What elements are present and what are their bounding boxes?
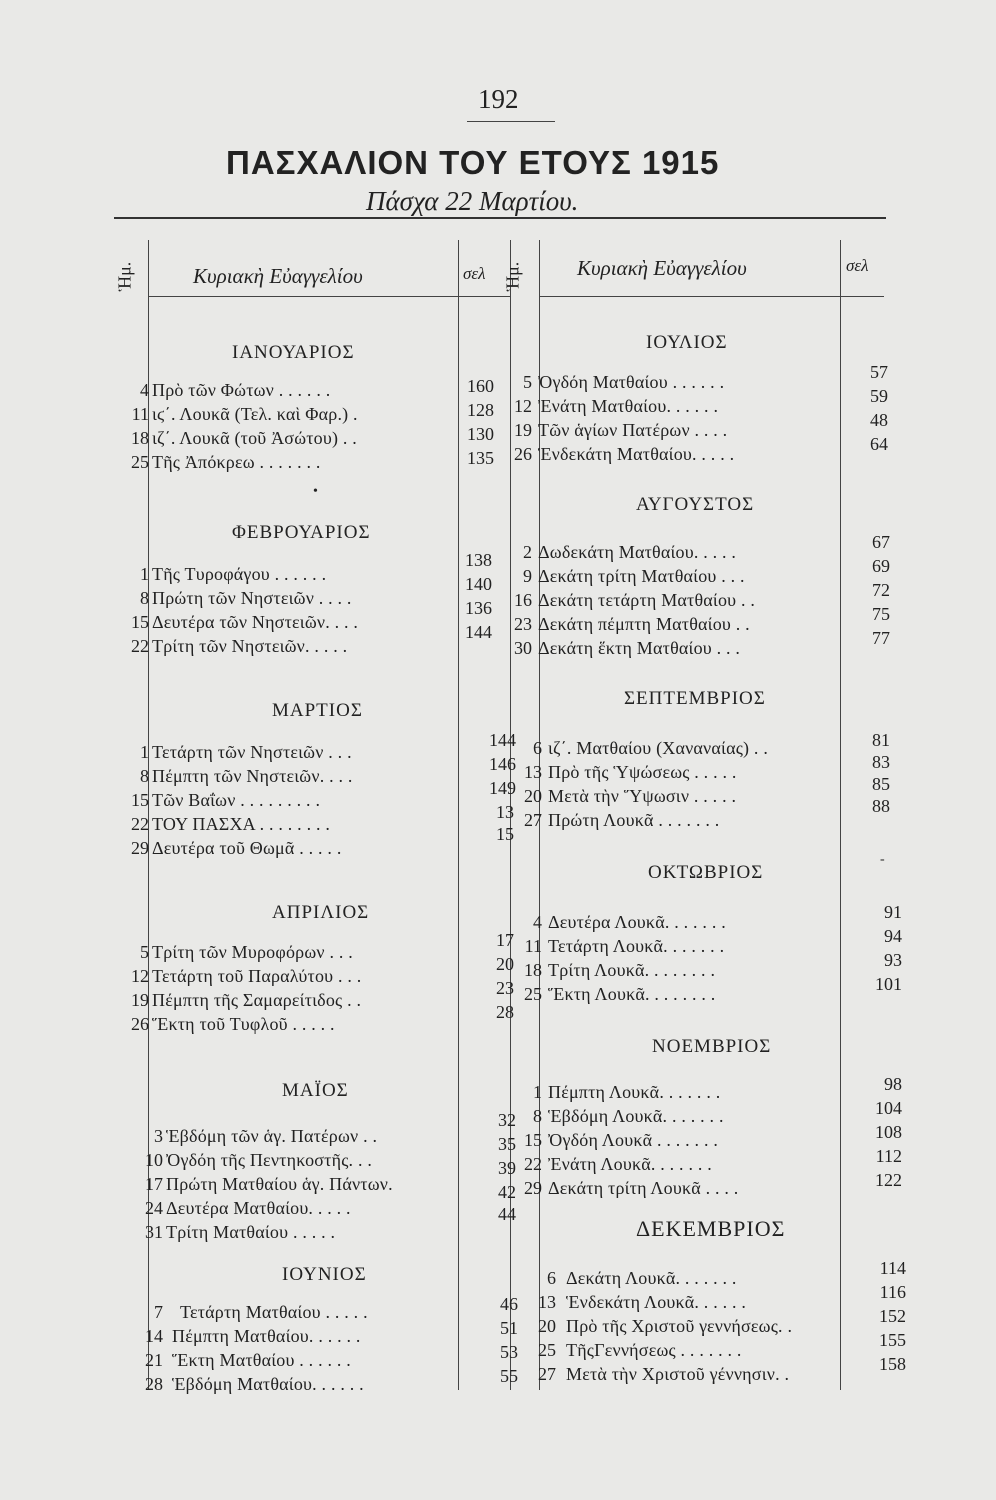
month-january: ΙΑΝΟΥΑΡΙΟΣ bbox=[232, 342, 355, 363]
gospel-label: Τρίτη τῶν Μυροφόρων . . . bbox=[152, 942, 353, 962]
page-number-underline bbox=[467, 121, 555, 122]
day-number: 31 bbox=[145, 1222, 163, 1242]
num-page: 75 bbox=[872, 604, 890, 624]
top-rule bbox=[114, 217, 886, 219]
header-page-right: σελ bbox=[846, 256, 869, 275]
month-december: ΔΕΚΕΜΒΡΙΟΣ bbox=[636, 1216, 786, 1241]
header-rule-right bbox=[539, 296, 884, 297]
day-number: 14 bbox=[145, 1326, 163, 1346]
header-day-right: Ἡμ. bbox=[502, 261, 523, 292]
dash-mark: - bbox=[880, 852, 885, 867]
day-number: 19 bbox=[131, 990, 149, 1010]
gospel-label: Δεκάτη ἕκτη Ματθαίου . . . bbox=[538, 638, 741, 658]
gospel-label: Τρίτη Λουκᾶ. . . . . . . . bbox=[548, 960, 716, 980]
gospel-label: Ἕκτη Λουκᾶ. . . . . . . . bbox=[548, 984, 716, 1004]
num-page: 149 bbox=[489, 778, 516, 798]
day-number: 29 bbox=[131, 838, 149, 858]
gospel-label: Ἕκτη τοῦ Τυφλοῦ . . . . . bbox=[152, 1014, 335, 1034]
num-page: 67 bbox=[872, 532, 890, 552]
day-number: 20 bbox=[524, 786, 542, 806]
gospel-label: ιζ΄. Ματθαίου (Χαναναίας) . . bbox=[548, 738, 769, 758]
day-number: 27 bbox=[538, 1364, 556, 1384]
day-number: 11 bbox=[524, 936, 542, 956]
header-gospel-left: Κυριακὴ Εὐαγγελίου bbox=[193, 264, 363, 288]
month-june: ΙΟΥΝΙΟΣ bbox=[282, 1264, 367, 1285]
num-page: 98 bbox=[884, 1074, 902, 1094]
gospel-label: Μετὰ τὴν Χριστοῦ γέννησιν. . bbox=[566, 1364, 790, 1384]
day-number: 1 bbox=[140, 742, 149, 762]
num-page: 28 bbox=[496, 1002, 514, 1022]
num-page: 158 bbox=[879, 1354, 906, 1374]
day-number: 4 bbox=[140, 380, 149, 400]
day-number: 21 bbox=[145, 1350, 163, 1370]
rule-right-page bbox=[840, 240, 841, 1390]
gospel-label: Πρὸ τῆς Χριστοῦ γεννήσεως. . bbox=[566, 1316, 793, 1336]
day-number: 22 bbox=[131, 814, 149, 834]
num-page: 85 bbox=[872, 774, 890, 794]
gospel-label: Δεκάτη τρίτη Ματθαίου . . . bbox=[538, 566, 745, 586]
day-number: 29 bbox=[524, 1178, 542, 1198]
gospel-label: Δευτέρα Ματθαίου. . . . . bbox=[166, 1198, 351, 1218]
num-page: 23 bbox=[496, 978, 514, 998]
gospel-label: ιϛ΄. Λουκᾶ (Τελ. καὶ Φαρ.) . bbox=[152, 404, 358, 424]
day-number: 22 bbox=[131, 636, 149, 656]
day-number: 15 bbox=[131, 790, 149, 810]
gospel-label: Πρὸ τῶν Φώτων . . . . . . bbox=[152, 380, 331, 400]
day-number: 25 bbox=[524, 984, 542, 1004]
day-number: 1 bbox=[140, 564, 149, 584]
day-number: 12 bbox=[514, 396, 532, 416]
day-number: 30 bbox=[514, 638, 532, 658]
page-title: ΠΑΣΧΑΛΙΟΝ ΤΟΥ ΕΤΟΥΣ 1915 bbox=[226, 144, 720, 181]
month-november: ΝΟΕΜΒΡΙΟΣ bbox=[652, 1036, 772, 1057]
num-page: 20 bbox=[496, 954, 514, 974]
num-page: 116 bbox=[879, 1282, 906, 1302]
gospel-label: Δεκάτη τρίτη Λουκᾶ . . . . bbox=[548, 1178, 739, 1198]
day-number: 13 bbox=[524, 762, 542, 782]
gospel-label: Τρίτη τῶν Νηστειῶν. . . . . bbox=[152, 636, 348, 656]
month-march: ΜΑΡΤΙΟΣ bbox=[272, 700, 363, 721]
num-page: 108 bbox=[875, 1122, 902, 1142]
gospel-label: Πρὸ τῆς Ὑψώσεως . . . . . bbox=[548, 762, 737, 782]
gospel-label: Πρώτη τῶν Νηστειῶν . . . . bbox=[152, 588, 352, 608]
num-page: 136 bbox=[465, 598, 492, 618]
page-number: 192 bbox=[478, 84, 519, 114]
header-page-left: σελ bbox=[463, 264, 486, 283]
gospel-label: Πρώτη Ματθαίου ἁγ. Πάντων. bbox=[166, 1174, 393, 1194]
gospel-label: Πέμπτη τῶν Νηστειῶν. . . . bbox=[152, 766, 353, 786]
day-number: 12 bbox=[131, 966, 149, 986]
gospel-label: Τῆς Τυροφάγου . . . . . . bbox=[152, 564, 327, 584]
gospel-label: Πέμπτη Λουκᾶ. . . . . . . bbox=[548, 1082, 721, 1102]
num-page: 94 bbox=[884, 926, 902, 946]
gospel-label: Ὀγδόη Λουκᾶ . . . . . . . bbox=[548, 1130, 719, 1150]
num-page: 64 bbox=[870, 434, 888, 454]
gospel-label: Τετάρτη Λουκᾶ. . . . . . . bbox=[548, 936, 725, 956]
day-number: 25 bbox=[131, 452, 149, 472]
gospel-label: Δεκάτη Λουκᾶ. . . . . . . bbox=[566, 1268, 737, 1288]
bullet-mark: • bbox=[313, 484, 318, 499]
gospel-label: Ὀγδόη τῆς Πεντηκοστῆς. . . bbox=[166, 1150, 373, 1170]
header-day-left: Ἡμ. bbox=[114, 261, 135, 292]
num-page: 93 bbox=[884, 950, 902, 970]
gospel-label: Τῶν Βαΐων . . . . . . . . . bbox=[152, 790, 321, 810]
num-page: 39 bbox=[498, 1158, 516, 1178]
num-page: 155 bbox=[879, 1330, 906, 1350]
day-number: 7 bbox=[154, 1302, 163, 1322]
gospel-label: Δωδεκάτη Ματθαίου. . . . . bbox=[538, 542, 737, 562]
gospel-label: Πρώτη Λουκᾶ . . . . . . . bbox=[548, 810, 720, 830]
num-page: 48 bbox=[870, 410, 888, 430]
gospel-label: Ἑβδόμη τῶν ἁγ. Πατέρων . . bbox=[166, 1126, 378, 1146]
gospel-label: ΤῆςΓεννήσεως . . . . . . . bbox=[566, 1340, 742, 1360]
num-page: 144 bbox=[489, 730, 516, 750]
num-page: 101 bbox=[875, 974, 902, 994]
gospel-label: ΤΟΥ ΠΑΣΧΑ . . . . . . . . bbox=[152, 814, 331, 834]
num-page: 128 bbox=[467, 400, 494, 420]
day-number: 18 bbox=[524, 960, 542, 980]
num-page: 13 bbox=[496, 802, 514, 822]
gospel-label: Δεκάτη τετάρτη Ματθαίου . . bbox=[538, 590, 756, 610]
num-page: 130 bbox=[467, 424, 494, 444]
num-page: 46 bbox=[500, 1294, 518, 1314]
day-number: 23 bbox=[514, 614, 532, 634]
gospel-label: Ὀγδόη Ματθαίου . . . . . . bbox=[538, 372, 725, 392]
num-page: 88 bbox=[872, 796, 890, 816]
gospel-label: Δευτέρα τῶν Νηστειῶν. . . . bbox=[152, 612, 359, 632]
day-number: 26 bbox=[514, 444, 532, 464]
day-number: 5 bbox=[523, 372, 532, 392]
gospel-label: Ἑβδόμη Λουκᾶ. . . . . . . bbox=[548, 1106, 724, 1126]
gospel-label: Δευτέρα τοῦ Θωμᾶ . . . . . bbox=[152, 838, 342, 858]
num-page: 51 bbox=[500, 1318, 518, 1338]
day-number: 9 bbox=[523, 566, 532, 586]
gospel-label: Δευτέρα Λουκᾶ. . . . . . . bbox=[548, 912, 726, 932]
gospel-label: Ἕκτη Ματθαίου . . . . . . bbox=[172, 1350, 351, 1370]
month-july: ΙΟΥΛΙΟΣ bbox=[646, 332, 728, 353]
num-page: 59 bbox=[870, 386, 888, 406]
gospel-label: Πέμπτη τῆς Σαμαρείτιδος . . bbox=[152, 990, 362, 1010]
day-number: 16 bbox=[514, 590, 532, 610]
day-number: 4 bbox=[533, 912, 542, 932]
num-page: 72 bbox=[872, 580, 890, 600]
day-number: 15 bbox=[131, 612, 149, 632]
month-february: ΦΕΒΡΟΥΑΡΙΟΣ bbox=[232, 522, 371, 543]
gospel-label: Τῆς Ἀπόκρεω . . . . . . . bbox=[152, 452, 321, 472]
num-page: 32 bbox=[498, 1110, 516, 1130]
day-number: 25 bbox=[538, 1340, 556, 1360]
day-number: 13 bbox=[538, 1292, 556, 1312]
day-number: 27 bbox=[524, 810, 542, 830]
month-august: ΑΥΓΟΥΣΤΟΣ bbox=[636, 494, 755, 515]
num-page: 140 bbox=[465, 574, 492, 594]
day-number: 3 bbox=[154, 1126, 163, 1146]
num-page: 53 bbox=[500, 1342, 518, 1362]
num-page: 55 bbox=[500, 1366, 518, 1386]
day-number: 19 bbox=[514, 420, 532, 440]
num-page: 135 bbox=[467, 448, 494, 468]
gospel-label: Πέμπτη Ματθαίου. . . . . . bbox=[172, 1326, 361, 1346]
num-page: 122 bbox=[875, 1170, 902, 1190]
day-number: 1 bbox=[533, 1082, 542, 1102]
gospel-label: Ἑνδεκάτη Λουκᾶ. . . . . . bbox=[566, 1292, 747, 1312]
month-september: ΣΕΠΤΕΜΒΡΙΟΣ bbox=[624, 688, 766, 709]
day-number: 28 bbox=[145, 1374, 163, 1394]
day-number: 24 bbox=[145, 1198, 163, 1218]
day-number: 22 bbox=[524, 1154, 542, 1174]
num-page: 160 bbox=[467, 376, 494, 396]
day-number: 8 bbox=[140, 588, 149, 608]
gospel-label: Μετὰ τὴν Ὕψωσιν . . . . . bbox=[548, 786, 737, 806]
num-page: 15 bbox=[496, 824, 514, 844]
day-number: 6 bbox=[533, 738, 542, 758]
num-page: 81 bbox=[872, 730, 890, 750]
header-rule-left bbox=[148, 296, 510, 297]
num-page: 144 bbox=[465, 622, 492, 642]
day-number: 6 bbox=[547, 1268, 556, 1288]
num-page: 44 bbox=[498, 1204, 516, 1224]
gospel-label: Τετάρτη τοῦ Παραλύτου . . . bbox=[152, 966, 362, 986]
day-number: 5 bbox=[140, 942, 149, 962]
gospel-label: Ἑνδεκάτη Ματθαίου. . . . . bbox=[538, 444, 735, 464]
gospel-label: Τετάρτη τῶν Νηστειῶν . . . bbox=[152, 742, 352, 762]
num-page: 152 bbox=[879, 1306, 906, 1326]
day-number: 18 bbox=[131, 428, 149, 448]
num-page: 35 bbox=[498, 1134, 516, 1154]
day-number: 8 bbox=[140, 766, 149, 786]
num-page: 112 bbox=[875, 1146, 902, 1166]
num-page: 114 bbox=[879, 1258, 906, 1278]
day-number: 8 bbox=[533, 1106, 542, 1126]
gospel-label: Δεκάτη πέμπτη Ματθαίου . . bbox=[538, 614, 750, 634]
gospel-label: Τετάρτη Ματθαίου . . . . . bbox=[180, 1302, 368, 1322]
month-october: ΟΚΤΩΒΡΙΟΣ bbox=[648, 862, 764, 883]
num-page: 104 bbox=[875, 1098, 902, 1118]
day-number: 10 bbox=[145, 1150, 163, 1170]
num-page: 42 bbox=[498, 1182, 516, 1202]
num-page: 69 bbox=[872, 556, 890, 576]
day-number: 2 bbox=[523, 542, 532, 562]
page-subtitle: Πάσχα 22 Μαρτίου. bbox=[366, 186, 579, 216]
gospel-label: Ἐνάτη Ματθαίου. . . . . . bbox=[538, 396, 719, 416]
num-page: 138 bbox=[465, 550, 492, 570]
month-april: ΑΠΡΙΛΙΟΣ bbox=[272, 902, 370, 923]
gospel-label: ιζ΄. Λουκᾶ (τοῦ Ἀσώτου) . . bbox=[152, 428, 357, 448]
day-number: 20 bbox=[538, 1316, 556, 1336]
num-page: 83 bbox=[872, 752, 890, 772]
num-page: 146 bbox=[489, 754, 516, 774]
day-number: 26 bbox=[131, 1014, 149, 1034]
gospel-label: Τρίτη Ματθαίου . . . . . bbox=[166, 1222, 336, 1242]
day-number: 17 bbox=[145, 1174, 163, 1194]
month-may: ΜΑΪΟΣ bbox=[282, 1080, 349, 1101]
day-number: 11 bbox=[131, 404, 149, 424]
num-page: 17 bbox=[496, 930, 514, 950]
day-number: 15 bbox=[524, 1130, 542, 1150]
gospel-label: Ἑβδόμη Ματθαίου. . . . . . bbox=[172, 1374, 364, 1394]
gospel-label: Τῶν ἁγίων Πατέρων . . . . bbox=[538, 420, 728, 440]
gospel-label: Ἐνάτη Λουκᾶ. . . . . . . bbox=[548, 1154, 712, 1174]
num-page: 77 bbox=[872, 628, 890, 648]
num-page: 91 bbox=[884, 902, 902, 922]
header-gospel-right: Κυριακὴ Εὐαγγελίου bbox=[577, 256, 747, 280]
num-page: 57 bbox=[870, 362, 888, 382]
